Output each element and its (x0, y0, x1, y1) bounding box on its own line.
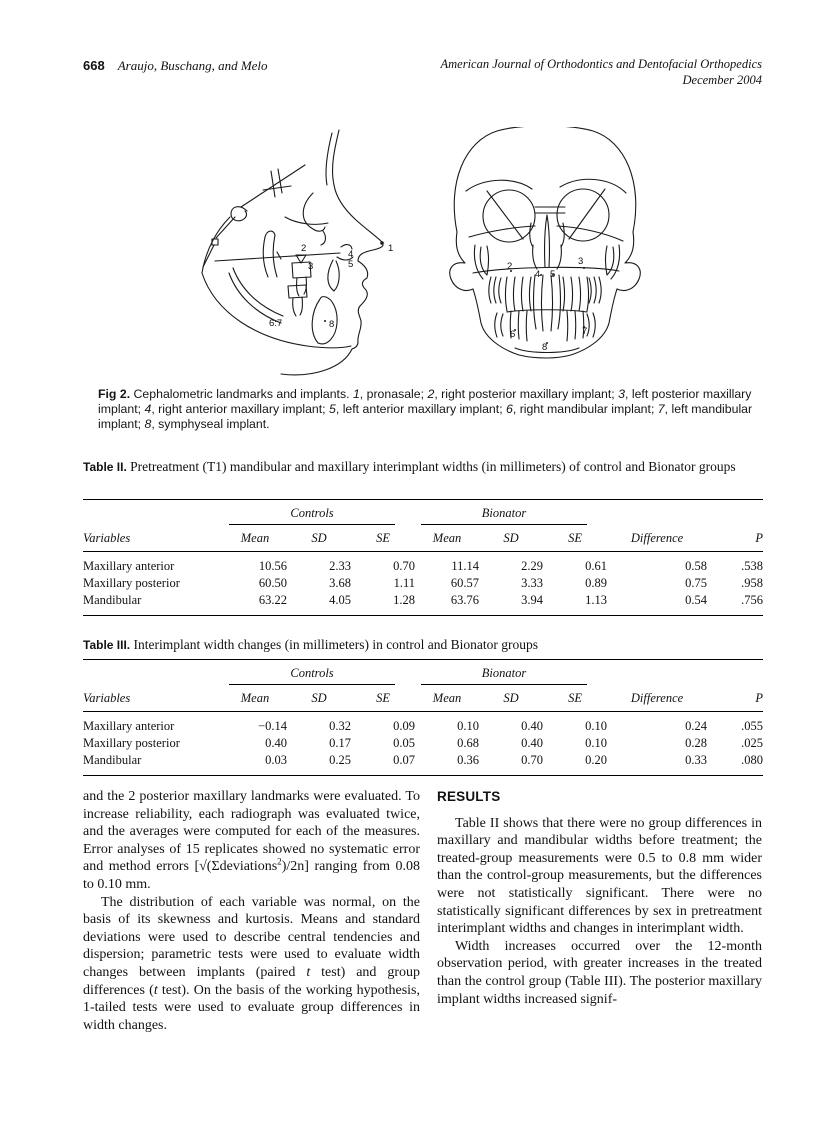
table-row (83, 712, 763, 736)
landmark-label-frontal: 3 (578, 256, 584, 267)
table-cell: Mandibular (83, 752, 223, 776)
column-header: Mean (415, 685, 479, 712)
table-3-group-header-row (83, 660, 763, 686)
table-cell: 0.36 (415, 752, 479, 776)
column-header: Mean (223, 685, 287, 712)
group-header-bionator: Bionator (421, 666, 587, 685)
landmark-label-lateral: 3 (308, 261, 314, 272)
lateral-skull-tracing (202, 130, 384, 375)
issue-date: December 2004 (682, 72, 762, 87)
landmark-label-frontal: 2 (507, 261, 513, 272)
table-cell: 2.29 (521, 559, 544, 573)
column-header: SD (479, 685, 543, 712)
table-cell: 0.24 (685, 719, 708, 733)
table-cell: 3.94 (479, 592, 543, 616)
table-row (83, 552, 763, 576)
table-cell: 0.25 (287, 752, 351, 776)
table-cell: 0.33 (607, 752, 707, 776)
table-cell: 0.07 (351, 752, 415, 776)
table-cell: Maxillary posterior (83, 576, 180, 590)
table-2-group-header-row (83, 500, 763, 526)
table-cell: 3.33 (521, 576, 544, 590)
landmark-label-frontal: 6 (510, 329, 516, 340)
landmark-label-lateral: 6:7 (269, 318, 283, 329)
table-cell: 0.75 (685, 576, 708, 590)
table-cell: 0.40 (265, 736, 287, 750)
table-2-label: Table II. (83, 460, 127, 474)
column-header: SE (543, 685, 607, 712)
table-cell: 0.03 (223, 752, 287, 776)
table-cell: 0.40 (521, 736, 544, 750)
paragraph: Width increases occurred over the 12-month observation period, with greater increases in the treated than the control group (Table III). The posterior maxillary implant widths increased signif- (437, 938, 762, 1007)
column-header: P (707, 685, 763, 712)
column-header: P (707, 525, 763, 552)
landmark-label-frontal: 7 (582, 326, 588, 337)
landmark-label-lateral: 2 (301, 243, 307, 254)
paragraph: Table II shows that there were no group differences in maxillary and mandibular widths before treatment; the treated-group measurements were 0.5 to 0.8 mm wider than the control-group measurements, but the differences were not statistically significant. There were no statistically significant differences by sex in pretreatment interimplant widths and changes in interimplant width. (437, 815, 762, 937)
figure-landmark-labels (269, 243, 587, 353)
group-header-bionator: Bionator (421, 506, 587, 525)
figure-2 (185, 127, 645, 379)
table-3-title-text: Interimplant width changes (in millimeters) in control and Bionator groups (133, 637, 539, 652)
table-cell: 3.68 (329, 576, 351, 590)
table-cell: 10.56 (258, 559, 287, 573)
table-cell: 1.13 (543, 592, 607, 616)
landmark-label-lateral: 4 (348, 249, 354, 260)
table-row (83, 575, 763, 592)
table-row (83, 592, 763, 616)
table-cell: .025 (741, 736, 764, 750)
figure-caption: Fig 2. Cephalometric landmarks and implants. 1, pronasale; 2, right posterior maxillary implant; 3, left posterior maxillary implant; 4, right anterior maxillary implant; 5, left anterior maxillary implant; 6, right mandibular implant; 7, left mandibular implant; 8, symphyseal implant. (98, 387, 753, 431)
table-2-title (83, 459, 763, 476)
column-header: SE (351, 685, 415, 712)
table-cell: 2.33 (329, 559, 351, 573)
column-header: Difference (607, 525, 707, 552)
table-cell: Maxillary anterior (83, 719, 175, 733)
table-cell: 0.05 (393, 736, 416, 750)
frontal-skull-tracing (450, 127, 640, 358)
table-cell: 11.14 (451, 559, 480, 573)
table-cell: 0.89 (585, 576, 608, 590)
table-cell: 0.10 (585, 736, 608, 750)
page-number: 668 (83, 58, 105, 73)
table-cell: 1.28 (351, 592, 415, 616)
table-row (83, 752, 763, 776)
table-cell: 0.70 (479, 752, 543, 776)
table-cell: −0.14 (258, 719, 287, 733)
column-header: SD (287, 525, 351, 552)
paragraph: The distribution of each variable was normal, on the basis of its skewness and kurtosis. Means and standard deviations were used to describe central tendencies and dispersion; parametric tests were used to evaluate width changes between implants (paired t test) and group differences (t test). On the basis of the working hypothesis, 1-tailed tests were used to evaluate group differences in width changes. (83, 894, 421, 1033)
column-header: SD (479, 525, 543, 552)
column-header: Variables (83, 685, 223, 712)
table-cell: 0.20 (543, 752, 607, 776)
table-cell: 0.68 (457, 736, 480, 750)
results-heading: RESULTS (437, 789, 501, 804)
table-cell: 60.50 (258, 576, 287, 590)
table-cell: 63.22 (223, 592, 287, 616)
table-cell: 0.54 (607, 592, 707, 616)
journal-title: American Journal of Orthodontics and Dentofacial Orthopedics (440, 57, 762, 71)
column-header: SE (543, 525, 607, 552)
column-header: Mean (223, 525, 287, 552)
table-3-title (83, 637, 763, 654)
landmark-label-frontal: 5 (550, 269, 556, 280)
landmark-label-frontal: 4 (535, 269, 541, 280)
column-header: Mean (415, 525, 479, 552)
running-head (83, 57, 762, 88)
table-3-label: Table III. (83, 638, 131, 652)
table-cell: 0.28 (685, 736, 708, 750)
table-cell: 0.32 (329, 719, 351, 733)
landmark-label-lateral: 1 (388, 243, 394, 254)
column-header: Difference (607, 685, 707, 712)
column-header: Variables (83, 525, 223, 552)
group-header-controls: Controls (229, 666, 395, 685)
table-cell: 0.58 (685, 559, 708, 573)
running-head-right (441, 57, 763, 88)
table-cell: 0.70 (393, 559, 416, 573)
table-cell: 60.57 (450, 576, 480, 590)
table-cell: 0.09 (393, 719, 416, 733)
table-2 (83, 499, 763, 616)
table-row (83, 735, 763, 752)
table-3-column-header-row (83, 685, 763, 712)
table-cell: .958 (741, 576, 764, 590)
table-cell: Mandibular (83, 592, 223, 616)
cephalometric-tracings-image (185, 127, 645, 379)
table-cell: 1.11 (393, 576, 416, 590)
table-3 (83, 659, 763, 776)
table-cell: 0.10 (585, 719, 608, 733)
group-header-controls: Controls (229, 506, 395, 525)
running-authors: Araujo, Buschang, and Melo (117, 58, 268, 73)
landmark-label-lateral: 8 (329, 319, 335, 330)
running-head-left (83, 57, 268, 75)
table-cell: 0.10 (457, 719, 480, 733)
table-cell: 0.40 (521, 719, 544, 733)
table-cell: .055 (741, 719, 764, 733)
landmark-label-frontal: 8 (542, 342, 548, 353)
body-column-right (437, 788, 762, 1008)
table-2-title-text: Pretreatment (T1) mandibular and maxillary interimplant widths (in millimeters) of control and Bionator groups (130, 459, 736, 474)
table-cell: .080 (707, 752, 763, 776)
table-cell: 4.05 (287, 592, 351, 616)
table-cell: Maxillary anterior (83, 559, 175, 573)
body-column-left (83, 788, 420, 1034)
table-cell: .756 (707, 592, 763, 616)
table-cell: 63.76 (415, 592, 479, 616)
table-cell: 0.61 (585, 559, 608, 573)
column-header: SE (351, 525, 415, 552)
table-cell: .538 (741, 559, 764, 573)
table-cell: Maxillary posterior (83, 736, 180, 750)
paragraph: and the 2 posterior maxillary landmarks were evaluated. To increase reliability, each radiograph was evaluated twice, and the averages were computed for each of the measures. Error analyses of 15 replicates showed no systematic error and method errors [√(Σdeviations$^2$)/2n] ranging from 0.08 to 0.10 mm. (83, 789, 420, 892)
column-header: SD (287, 685, 351, 712)
landmark-label-lateral: 5 (348, 259, 354, 270)
table-cell: 0.17 (329, 736, 351, 750)
table-2-column-header-row (83, 525, 763, 552)
